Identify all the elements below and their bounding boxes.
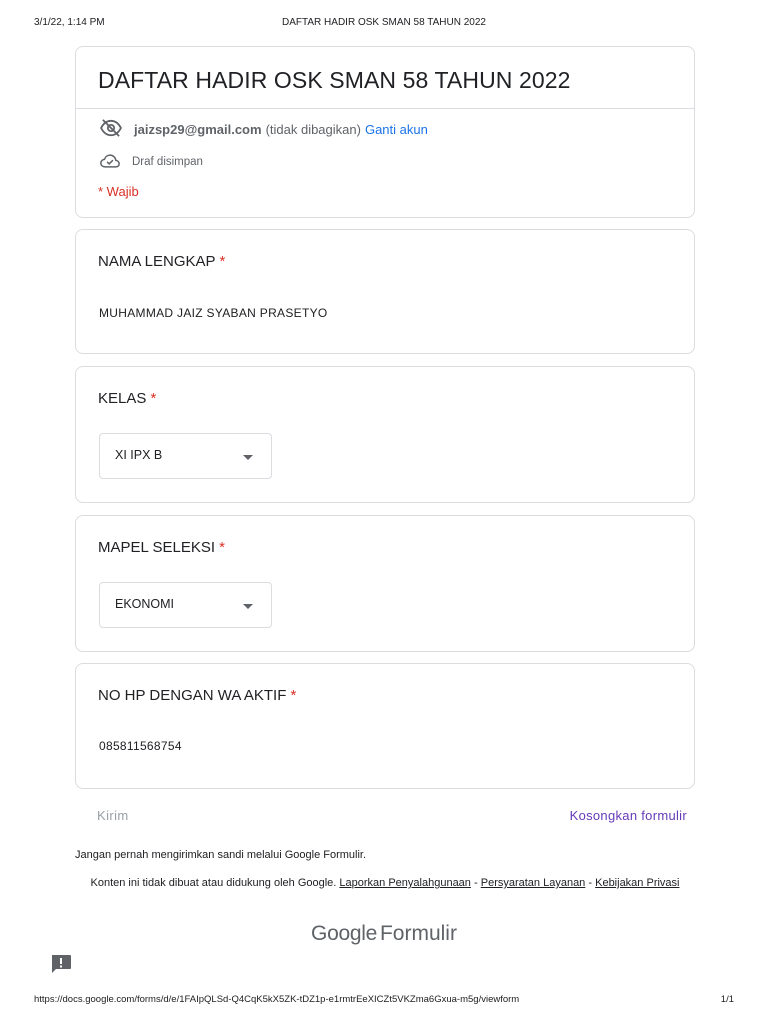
required-asterisk: * bbox=[150, 390, 157, 407]
no-hp-input[interactable]: 085811568754 bbox=[99, 739, 182, 753]
question-title-text: NO HP DENGAN WA AKTIF bbox=[98, 687, 287, 704]
separator: - bbox=[474, 877, 478, 889]
form-title: DAFTAR HADIR OSK SMAN 58 TAHUN 2022 bbox=[98, 67, 571, 93]
account-not-shared: (tidak dibagikan) bbox=[265, 121, 361, 137]
terms-link[interactable]: Persyaratan Layanan bbox=[480, 877, 586, 889]
question-title-text: KELAS bbox=[98, 390, 147, 407]
dropdown-selected-value: EKONOMI bbox=[115, 597, 175, 611]
chevron-down-icon bbox=[243, 604, 253, 609]
brand-product: Formulir bbox=[379, 922, 457, 945]
account-email: jaizsp29@gmail.com bbox=[134, 121, 262, 137]
print-page-number: 1/1 bbox=[720, 994, 734, 1005]
submit-button[interactable]: Kirim bbox=[97, 808, 129, 823]
question-card-nama-lengkap bbox=[75, 229, 695, 354]
brand-google: Google bbox=[311, 922, 377, 945]
required-note: * Wajib bbox=[98, 184, 139, 199]
clear-form-button[interactable]: Kosongkan formulir bbox=[569, 808, 687, 823]
required-asterisk: * bbox=[219, 539, 226, 556]
privacy-link[interactable]: Kebijakan Privasi bbox=[595, 877, 680, 889]
print-header bbox=[34, 17, 734, 31]
kelas-dropdown[interactable] bbox=[99, 433, 272, 479]
account-row bbox=[100, 119, 428, 139]
report-feedback-icon[interactable] bbox=[50, 954, 72, 974]
question-card-no-hp bbox=[75, 663, 695, 789]
cloud-check-icon bbox=[100, 154, 120, 171]
question-title bbox=[98, 687, 296, 704]
print-footer bbox=[34, 994, 734, 1008]
required-asterisk: * bbox=[290, 687, 297, 704]
print-url: https://docs.google.com/forms/d/e/1FAIpQLSd-Q4CqK5kX5ZK-tDZ1p-e1rmtrEeXICZt5VKZma6Gxua-m5g/viewform bbox=[34, 994, 520, 1005]
question-title-text: MAPEL SELEKSI bbox=[98, 539, 215, 556]
nama-lengkap-input[interactable]: MUHAMMAD JAIZ SYABAN PRASETYO bbox=[99, 306, 328, 320]
disclaimer-text: Konten ini tidak dibuat atau didukung oleh Google. bbox=[90, 877, 337, 889]
switch-account-link[interactable]: Ganti akun bbox=[364, 121, 428, 137]
mapel-seleksi-dropdown[interactable] bbox=[99, 582, 272, 628]
question-title bbox=[98, 253, 225, 270]
google-forms-logo[interactable] bbox=[0, 922, 768, 946]
print-doc-title: DAFTAR HADIR OSK SMAN 58 TAHUN 2022 bbox=[282, 17, 486, 28]
print-datetime: 3/1/22, 1:14 PM bbox=[34, 17, 105, 28]
draft-status bbox=[100, 153, 203, 171]
form-header-card bbox=[75, 46, 695, 218]
disclaimer bbox=[75, 877, 695, 890]
question-title bbox=[98, 539, 225, 556]
question-card-mapel-seleksi bbox=[75, 515, 695, 652]
password-warning: Jangan pernah mengirimkan sandi melalui Google Formulir. bbox=[75, 849, 367, 861]
question-title bbox=[98, 390, 156, 407]
chevron-down-icon bbox=[243, 455, 253, 460]
dropdown-selected-value: XI IPX B bbox=[115, 448, 163, 462]
question-card-kelas bbox=[75, 366, 695, 503]
header-divider bbox=[76, 108, 694, 109]
question-title-text: NAMA LENGKAP bbox=[98, 253, 216, 270]
separator: - bbox=[588, 877, 593, 889]
report-abuse-link[interactable]: Laporkan Penyalahgunaan bbox=[339, 877, 471, 889]
required-asterisk: * bbox=[219, 253, 226, 270]
draft-text: Draf disimpan bbox=[132, 156, 203, 168]
eye-off-icon bbox=[100, 119, 122, 140]
